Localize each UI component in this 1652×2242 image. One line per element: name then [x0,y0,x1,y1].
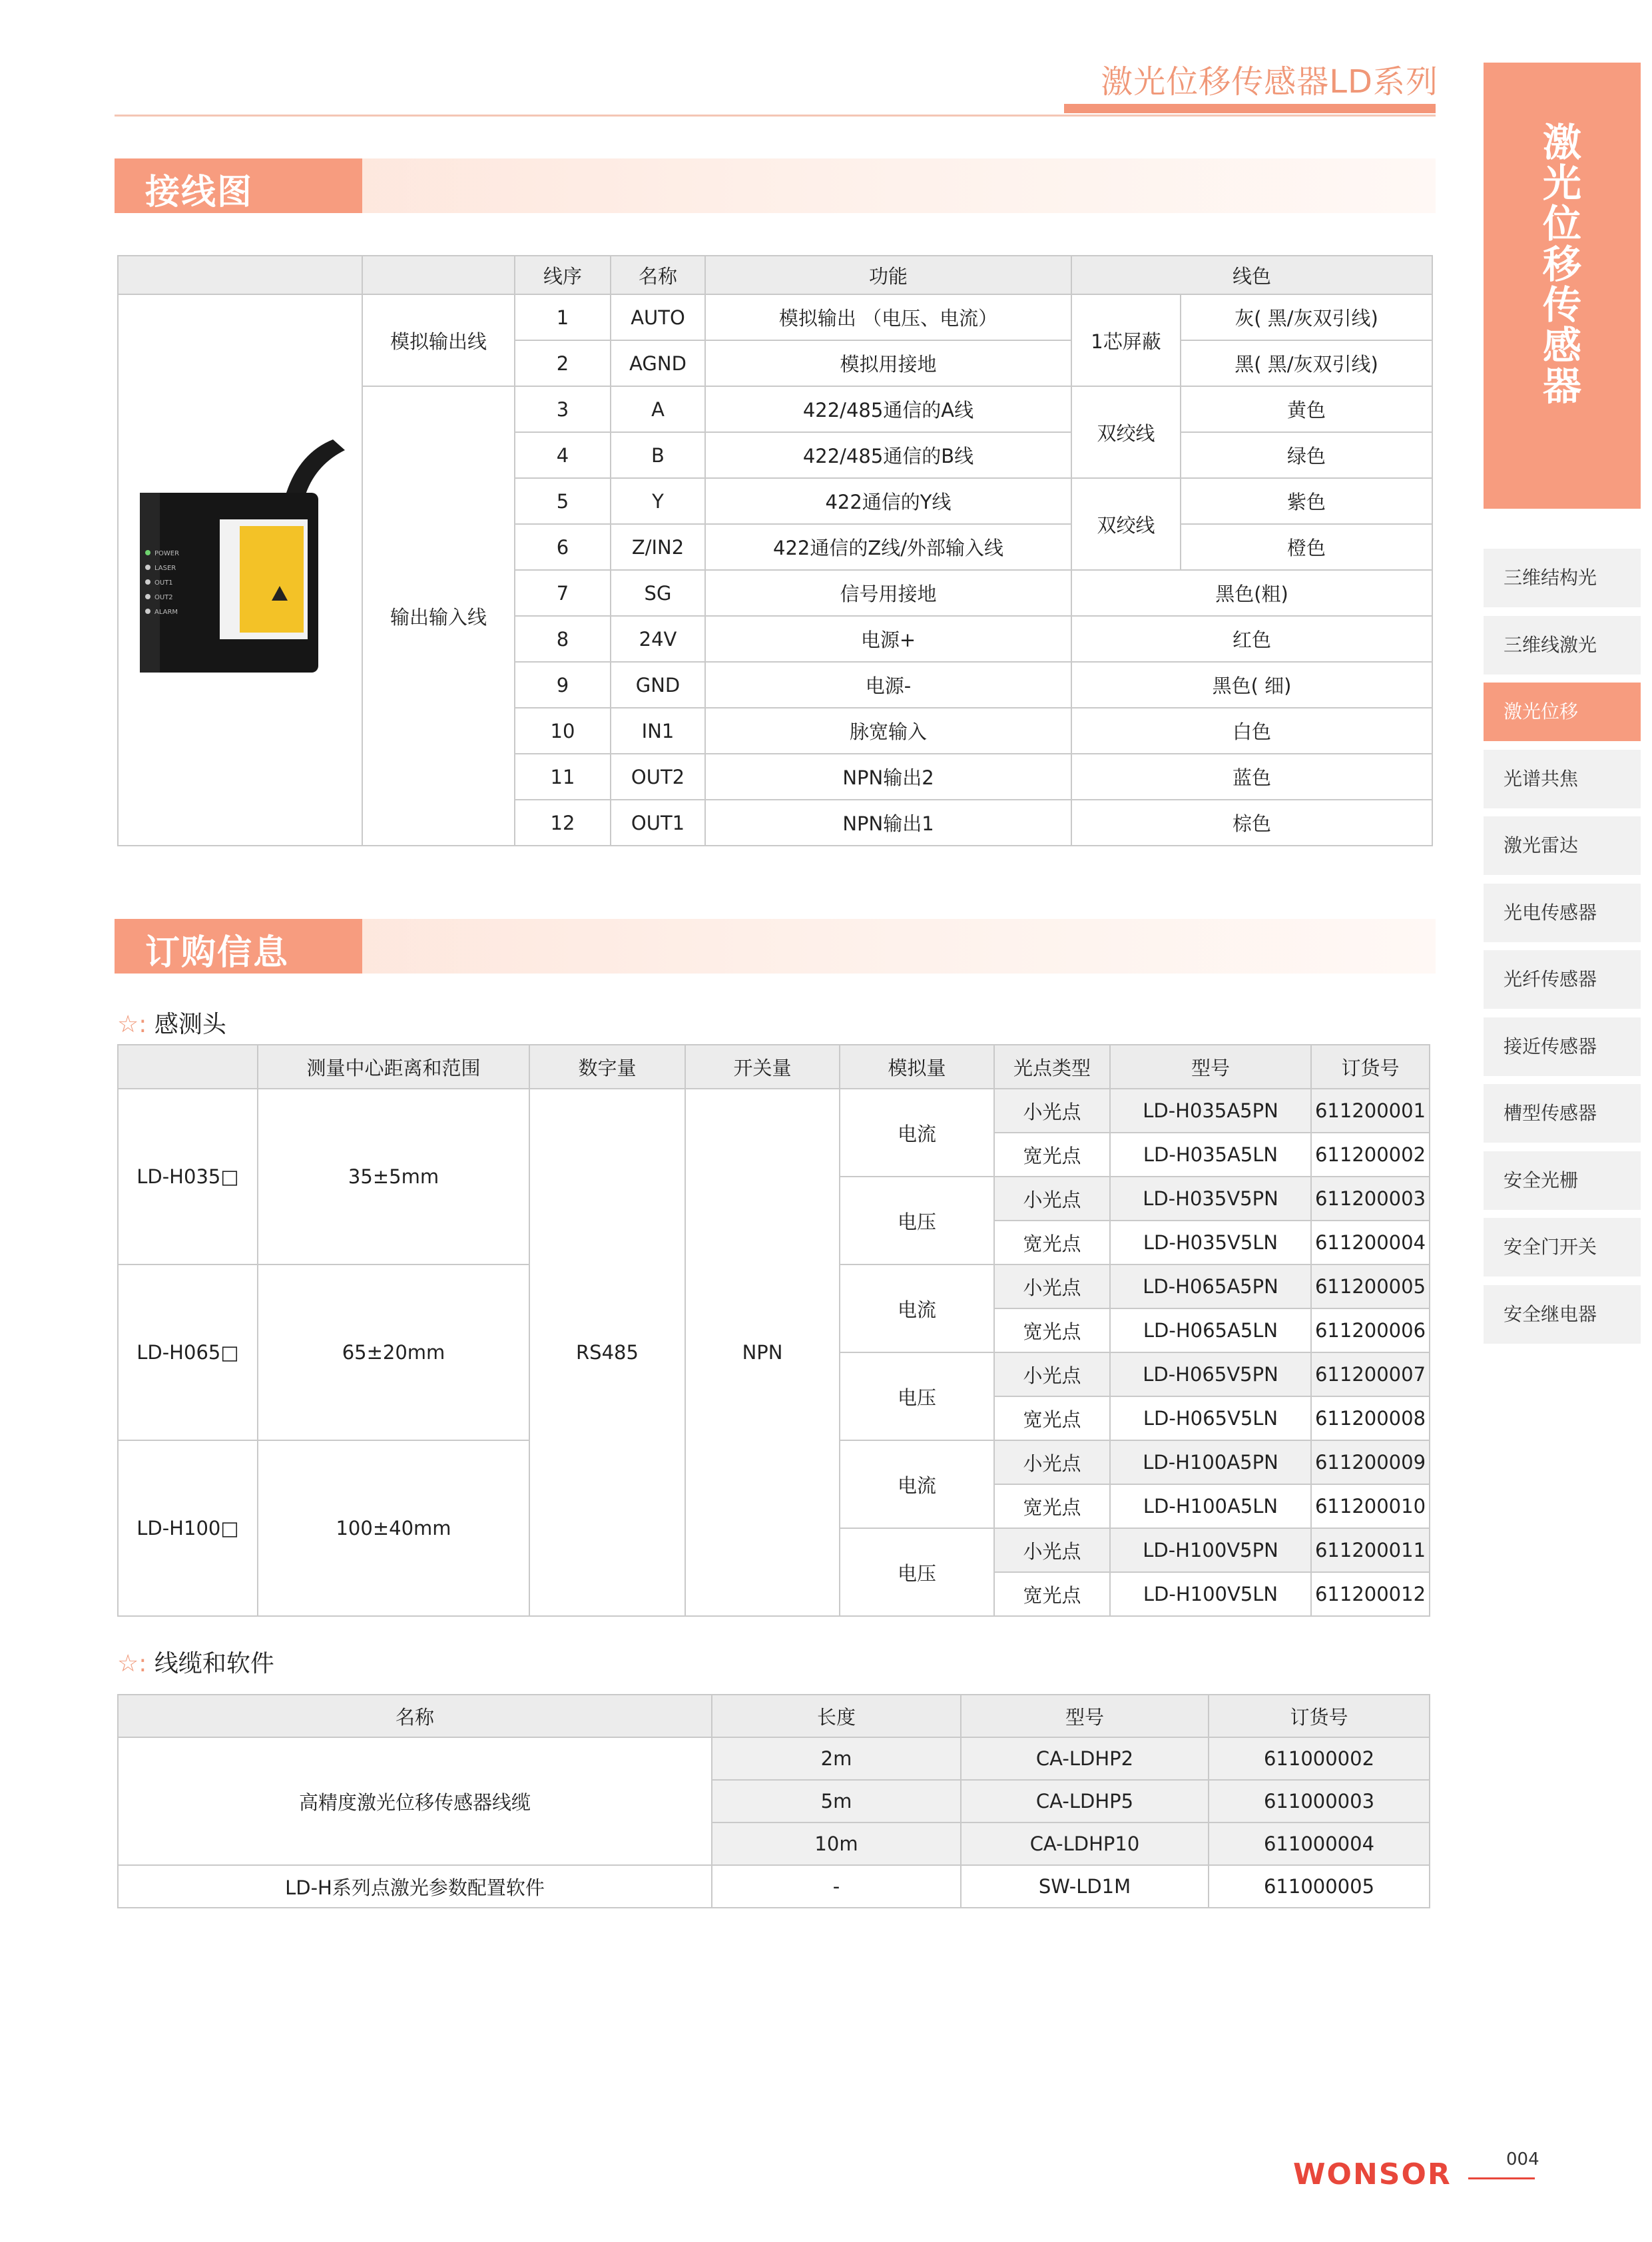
wire-func: NPN输出1 [705,800,1071,846]
wire-name: 24V [611,616,705,662]
digital-output: RS485 [529,1089,685,1616]
header-code: 订货号 [1311,1045,1430,1089]
wire-color: 黑( 黑/灰双引线) [1181,340,1432,386]
order-code: 611200009 [1311,1440,1430,1484]
switch-output: NPN [685,1089,840,1616]
model-number: LD-H100V5LN [1110,1572,1311,1616]
wire-seq: 7 [515,570,611,616]
model-number: LD-H065V5PN [1110,1352,1311,1396]
sidebar-item-4[interactable]: 激光雷达 [1484,816,1641,875]
sensor-product-image [133,426,353,693]
wire-color: 棕色 [1071,800,1432,846]
spot-type: 小光点 [994,1352,1110,1396]
wire-color: 红色 [1071,616,1432,662]
section-tag [115,919,362,974]
cable-length: 5m [712,1780,961,1822]
analog-type: 电压 [840,1352,994,1440]
header-digital: 数字量 [529,1045,685,1089]
wire-seq: 11 [515,754,611,800]
sidebar-item-3[interactable]: 光谱共焦 [1484,750,1641,808]
wire-func: NPN输出2 [705,754,1071,800]
order-code: 611200003 [1311,1177,1430,1221]
cable-header-row [118,1695,1430,1737]
wire-func: 模拟输出 （电压、电流） [705,294,1071,340]
cable-row [118,1737,1430,1780]
blank-header [118,1045,258,1089]
sidebar-item-11[interactable]: 安全继电器 [1484,1285,1641,1344]
wire-seq: 9 [515,662,611,708]
header-analog: 模拟量 [840,1045,994,1089]
shield-type: 1芯屏蔽 [1071,294,1181,386]
series-name: LD-H100□ [118,1440,258,1616]
spot-type: 小光点 [994,1264,1110,1308]
spot-type: 宽光点 [994,1221,1110,1264]
page-number: 004 [1506,2149,1539,2169]
model-number: LD-H100A5LN [1110,1484,1311,1528]
twisted-pair: 双绞线 [1071,386,1181,478]
order-code: 611200012 [1311,1572,1430,1616]
cable-code: 611000002 [1209,1737,1430,1780]
model-number: LD-H065A5LN [1110,1308,1311,1352]
sidebar-item-10[interactable]: 安全门开关 [1484,1218,1641,1276]
wiring-header-row [118,256,1432,294]
measure-range: 100±40mm [258,1440,529,1616]
laser-warning-label [240,526,304,633]
order-code: 611200006 [1311,1308,1430,1352]
sidebar-item-5[interactable]: 光电传感器 [1484,884,1641,942]
page-number-rule [1468,2177,1535,2179]
status-led [145,594,150,599]
order-code: 611200007 [1311,1352,1430,1396]
order-header-row [118,1045,1430,1089]
sensor-cable [286,439,345,501]
sidebar-item-7[interactable]: 接近传感器 [1484,1017,1641,1076]
order-row [118,1089,1430,1133]
sidebar-item-8[interactable]: 槽型传感器 [1484,1084,1641,1143]
order-code: 611200005 [1311,1264,1430,1308]
wire-color: 绿色 [1181,432,1432,478]
wire-color: 橙色 [1181,524,1432,570]
subheading-sensor-head: ☆: 感测头 [117,1011,226,1038]
twisted-pair: 双绞线 [1071,478,1181,570]
wire-func: 模拟用接地 [705,340,1071,386]
spot-type: 宽光点 [994,1133,1110,1177]
cable-length: 10m [712,1822,961,1865]
software-model: SW-LD1M [961,1865,1209,1908]
analog-type: 电压 [840,1177,994,1264]
wire-color: 黑色( 细) [1071,662,1432,708]
wire-color: 灰( 黑/灰双引线) [1181,294,1432,340]
subheading-cable-software: ☆: 线缆和软件 [117,1650,274,1677]
group-io: 输出输入线 [362,386,515,846]
spot-type: 小光点 [994,1089,1110,1133]
wire-func: 电源- [705,662,1071,708]
spot-type: 小光点 [994,1177,1110,1221]
section-tag [115,158,362,213]
header-accent-bar [1064,104,1436,113]
spot-type: 宽光点 [994,1308,1110,1352]
spot-type: 宽光点 [994,1396,1110,1440]
blank-header [362,256,515,294]
model-number: LD-H035V5PN [1110,1177,1311,1221]
wire-name: OUT1 [611,800,705,846]
order-code: 611200011 [1311,1528,1430,1572]
wire-seq: 8 [515,616,611,662]
header-model: 型号 [1110,1045,1311,1089]
wire-seq: 6 [515,524,611,570]
wire-seq: 2 [515,340,611,386]
header-seq: 线序 [515,256,611,294]
header-length: 长度 [712,1695,961,1737]
led-label: POWER [154,550,180,557]
wire-name: IN1 [611,708,705,754]
series-name: LD-H065□ [118,1264,258,1440]
wire-color: 紫色 [1181,478,1432,524]
wire-seq: 5 [515,478,611,524]
header-spot: 光点类型 [994,1045,1110,1089]
led-label: ALARM [154,609,178,616]
wire-func: 422通信的Y线 [705,478,1071,524]
sidebar-item-6[interactable]: 光纤传感器 [1484,950,1641,1009]
wire-seq: 4 [515,432,611,478]
software-code: 611000005 [1209,1865,1430,1908]
order-code: 611200004 [1311,1221,1430,1264]
wire-color: 蓝色 [1071,754,1432,800]
spot-type: 宽光点 [994,1484,1110,1528]
status-led [145,579,150,585]
cable-model: CA-LDHP2 [961,1737,1209,1780]
header-switch: 开关量 [685,1045,840,1089]
order-code: 611200002 [1311,1133,1430,1177]
analog-type: 电流 [840,1264,994,1352]
spot-type: 小光点 [994,1528,1110,1572]
spot-type: 小光点 [994,1440,1110,1484]
section-header-wiring [115,158,1436,213]
wire-func: 422/485通信的B线 [705,432,1071,478]
wire-seq: 3 [515,386,611,432]
wire-color: 黄色 [1181,386,1432,432]
sidebar-item-1[interactable]: 三维线激光 [1484,616,1641,675]
wire-name: SG [611,570,705,616]
sidebar-item-2[interactable]: 激光位移 [1484,683,1641,741]
group-analog-output: 模拟输出线 [362,294,515,386]
section-title: 订购信息 [145,933,290,973]
software-name: LD-H系列点激光参数配置软件 [118,1865,712,1908]
cable-model: CA-LDHP10 [961,1822,1209,1865]
order-code: 611200010 [1311,1484,1430,1528]
led-label: OUT2 [154,594,173,601]
sidebar-item-9[interactable]: 安全光栅 [1484,1151,1641,1210]
measure-range: 35±5mm [258,1089,529,1264]
software-length: - [712,1865,961,1908]
status-led [145,550,150,555]
series-name: LD-H035□ [118,1089,258,1264]
measure-range: 65±20mm [258,1264,529,1440]
cable-length: 2m [712,1737,961,1780]
wire-color: 白色 [1071,708,1432,754]
model-number: LD-H100V5PN [1110,1528,1311,1572]
order-table [117,1044,1430,1617]
led-label: OUT1 [154,579,173,587]
analog-type: 电流 [840,1440,994,1528]
model-number: LD-H065A5PN [1110,1264,1311,1308]
software-row [118,1865,1430,1908]
wire-seq: 10 [515,708,611,754]
wire-seq: 1 [515,294,611,340]
cable-model: CA-LDHP5 [961,1780,1209,1822]
status-led [145,565,150,570]
header-rule [115,115,1436,117]
wire-name: A [611,386,705,432]
header-range: 测量中心距离和范围 [258,1045,529,1089]
header-model: 型号 [961,1695,1209,1737]
wire-func: 电源+ [705,616,1071,662]
model-number: LD-H100A5PN [1110,1440,1311,1484]
analog-type: 电流 [840,1089,994,1177]
spot-type: 宽光点 [994,1572,1110,1616]
order-code: 611200008 [1311,1396,1430,1440]
model-number: LD-H065V5LN [1110,1396,1311,1440]
sidebar-category-banner [1484,63,1641,509]
wire-name: GND [611,662,705,708]
sidebar-category-title: 激 光 位 移 传 感 器 [1542,120,1581,409]
wire-func: 信号用接地 [705,570,1071,616]
section-title: 接线图 [145,172,254,212]
led-label: LASER [154,565,176,572]
header-color: 线色 [1071,256,1432,294]
wiring-row [118,294,1432,340]
wire-name: AUTO [611,294,705,340]
cable-code: 611000004 [1209,1822,1430,1865]
wire-func: 422/485通信的A线 [705,386,1071,432]
header-name: 名称 [118,1695,712,1737]
section-header-ordering [115,919,1436,974]
analog-type: 电压 [840,1528,994,1616]
sidebar-item-0[interactable]: 三维结构光 [1484,549,1641,607]
model-number: LD-H035V5LN [1110,1221,1311,1264]
cable-table [117,1694,1430,1908]
wire-seq: 12 [515,800,611,846]
header-name: 名称 [611,256,705,294]
cable-name: 高精度激光位移传感器线缆 [118,1737,712,1865]
wire-color: 黑色(粗) [1071,570,1432,616]
cable-code: 611000003 [1209,1780,1430,1822]
wire-name: AGND [611,340,705,386]
order-code: 611200001 [1311,1089,1430,1133]
header-func: 功能 [705,256,1071,294]
model-number: LD-H035A5LN [1110,1133,1311,1177]
wire-name: OUT2 [611,754,705,800]
wire-name: Z/IN2 [611,524,705,570]
series-title: 激光位移传感器LD系列 [1101,63,1438,101]
header-code: 订货号 [1209,1695,1430,1737]
blank-header [118,256,362,294]
star-icon: ☆: [117,1650,154,1677]
status-led [145,609,150,614]
wire-name: Y [611,478,705,524]
wonsor-logo: WONSOR [1293,2157,1452,2191]
star-icon: ☆: [117,1011,154,1038]
wire-func: 422通信的Z线/外部输入线 [705,524,1071,570]
wire-name: B [611,432,705,478]
model-number: LD-H035A5PN [1110,1089,1311,1133]
wire-func: 脉宽输入 [705,708,1071,754]
